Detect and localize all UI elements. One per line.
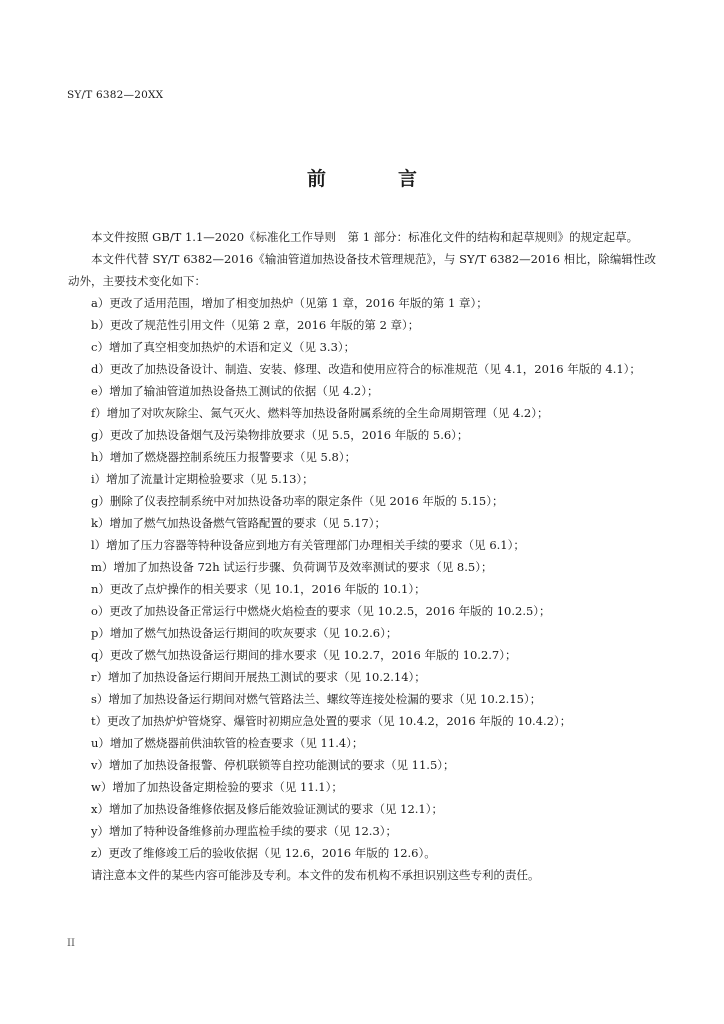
list-item: k）增加了燃气加热设备燃气管路配置的要求（见 5.17）； bbox=[91, 516, 386, 530]
list-item: h）增加了燃烧器控制系统压力报警要求（见 5.8）； bbox=[91, 450, 357, 464]
intro-paragraph-1: 本文件按照 GB/T 1.1—2020《标准化工作导则 第 1 部分：标准化文件的结构和起草规则》的规定起草。 bbox=[91, 230, 639, 244]
list-item: q）更改了燃气加热设备运行期间的排水要求（见 10.2.7，2016 年版的 10.2.7）； bbox=[91, 648, 517, 662]
list-item: f）增加了对吹灰除尘、氮气灭火、燃料等加热设备附属系统的全生命周期管理（见 4.2）； bbox=[91, 406, 549, 420]
list-item: a）更改了适用范围，增加了相变加热炉（见第 1 章，2016 年版的第 1 章）； bbox=[91, 296, 488, 310]
standard-code: SY/T 6382—20XX bbox=[67, 89, 164, 101]
list-item: g）更改了加热设备烟气及污染物排放要求（见 5.5，2016 年版的 5.6）； bbox=[91, 428, 469, 442]
list-item: p）增加了燃气加热设备运行期间的吹灰要求（见 10.2.6）； bbox=[91, 626, 398, 640]
list-item: m）增加了加热设备 72h 试运行步骤、负荷调节及效率测试的要求（见 8.5）； bbox=[91, 560, 493, 574]
title-char-2: 言 bbox=[398, 168, 418, 190]
list-item: b）更改了规范性引用文件（见第 2 章，2016 年版的第 2 章）； bbox=[91, 318, 420, 332]
list-item: c）增加了真空相变加热炉的术语和定义（见 3.3）； bbox=[91, 340, 356, 354]
list-item: u）增加了燃烧器前供油软管的检查要求（见 11.4）； bbox=[91, 736, 364, 750]
foreword-body bbox=[68, 226, 656, 886]
list-item: y）增加了特种设备维修前办理监检手续的要求（见 12.3）； bbox=[91, 824, 398, 838]
list-item: x）增加了加热设备维修依据及修后能效验证测试的要求（见 12.1）； bbox=[91, 802, 443, 816]
list-item: i）增加了流量计定期检验要求（见 5.13）； bbox=[91, 472, 314, 486]
title-char-1: 前 bbox=[306, 168, 326, 190]
intro-paragraph-2: 本文件代替 SY/T 6382—2016《输油管道加热设备技术管理规范》，与 SY/T 6382—2016 相比，除编辑性改动外，主要技术变化如下： bbox=[68, 252, 656, 288]
list-item: g）删除了仪表控制系统中对加热设备功率的限定条件（见 2016 年版的 5.15）； bbox=[91, 494, 504, 508]
list-item: l）增加了压力容器等特种设备应到地方有关管理部门办理相关手续的要求（见 6.1）； bbox=[91, 538, 525, 552]
list-item: v）增加了加热设备报警、停机联锁等自控功能测试的要求（见 11.5）； bbox=[91, 758, 455, 772]
list-item: r）增加了加热设备运行期间开展热工测试的要求（见 10.2.14）； bbox=[91, 670, 426, 684]
list-item: o）更改了加热设备正常运行中燃烧火焰检查的要求（见 10.2.5，2016 年版的 10.2.5）； bbox=[91, 604, 551, 618]
list-item: t）更改了加热炉炉管烧穿、爆管时初期应急处置的要求（见 10.4.2，2016 年版的 10.4.2）； bbox=[91, 714, 572, 728]
list-item: e）增加了输油管道加热设备热工测试的依据（见 4.2）； bbox=[91, 384, 379, 398]
list-item: d）更改了加热设备设计、制造、安装、修理、改造和使用应符合的标准规范（见 4.1，2016 年版的 4.1）； bbox=[91, 362, 641, 376]
list-item: z）更改了维修竣工后的验收依据（见 12.6，2016 年版的 12.6）。 bbox=[91, 846, 436, 860]
patent-notice: 请注意本文件的某些内容可能涉及专利。本文件的发布机构不承担识别这些专利的责任。 bbox=[91, 868, 540, 882]
list-item: w）增加了加热设备定期检验的要求（见 11.1）； bbox=[91, 780, 343, 794]
changes-list bbox=[68, 292, 656, 864]
list-item: n）更改了点炉操作的相关要求（见 10.1，2016 年版的 10.1）； bbox=[91, 582, 426, 596]
page-number: II bbox=[67, 938, 75, 949]
page-title bbox=[0, 164, 724, 191]
list-item: s）增加了加热设备运行期间对燃气管路法兰、螺纹等连接处检漏的要求（见 10.2.15）； bbox=[91, 692, 542, 706]
